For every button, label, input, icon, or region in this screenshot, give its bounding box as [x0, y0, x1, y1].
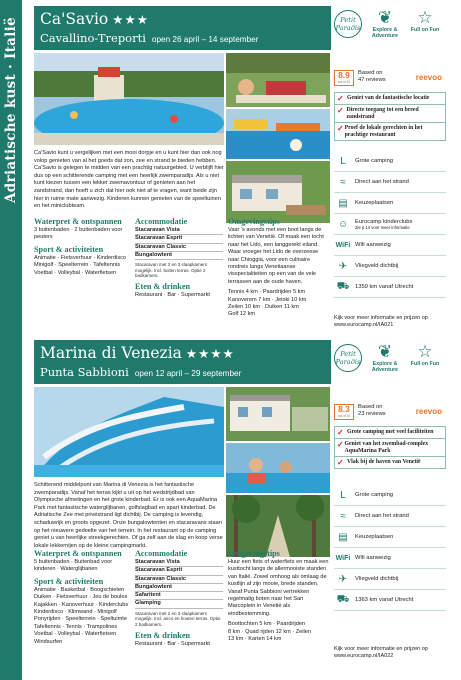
mobile-homes-photo [226, 387, 330, 441]
amenity-pitches: ▤ Keuzeplaatsen [334, 194, 446, 214]
surroundings-text: Vaar 's avonds met een boot langs de lichten van Venetië. Of maak een tocht naar het Lido, een langgerekt eiland. Waar vroeger het Lido de overzeese naar Chioggia, voor een culinaire rondreis langs Venetiaanse visspecialiteiten op een van de vele terrassen aan de oude haven. [228, 227, 324, 285]
food-heading: Eten & drinken [135, 630, 191, 640]
info-panel [334, 68, 446, 310]
check-icon: ✓ [337, 458, 344, 468]
sports-line: Minigolf · Speelterrein · Tafeltennis [34, 262, 121, 269]
rating-score: 8.9 out of 10 [334, 70, 354, 86]
water-fun-text: 5 buitenbaden · Buitenbad voor kinderen · Waterglijbanen [34, 559, 113, 573]
amenity-beach: ≈ Direct aan het strand [334, 507, 446, 527]
star-icon: ☆ [417, 342, 433, 361]
explore-adventure-logo: ❦ Explore & Adventure [371, 8, 399, 39]
food-text: Restaurant · Bar · Supermarkt [135, 291, 210, 298]
water-fun-section [34, 549, 130, 646]
water-fun-text: 3 buitenbaden · 2 buitenbaden voor peuters [34, 227, 123, 241]
full-on-fun-logo: ☆ Full on Fun [410, 342, 440, 367]
mobile-home-photo [226, 161, 330, 223]
distance-line: Boottochten 5 km · Paardrijden [228, 621, 306, 628]
sports-line: Duiken · Fietsverhuur · Jeu de boules [34, 594, 128, 601]
pool-photo [34, 53, 224, 145]
theme-logos [334, 340, 446, 384]
accommodation-item: Bungalowtent [135, 252, 223, 260]
kids-club-icon: ☺ [337, 219, 349, 230]
camping-description: Ca'Savio kunt u vergelijken met een mooi dorpje en u kunt hier dan ook nog volop genieten van al het goeds dat zon, zee en strand te bieden hebben. Ca'Savio is gelegen te midden van een prachtig natuurgebied. U verblijft hier dus op een schitterende camping met een heerlijk zwemparadijs. Als u niet kunt kiezen tussen een lekker zwemavontuur of genieten aan het zandstrand, dan hoeft u zich dat hier ook niet af te vragen, want beide zijn hier in ruime mate aanwezig. Kinderen kunnen genieten van de speeltuinen en het miniclubteam. [34, 150, 224, 210]
camping-dates: open 12 april – 29 september [134, 369, 242, 378]
rating-based-on: Based on 47 reviews [358, 70, 386, 83]
distance-line: Tennis 4 km · Paardrijden 5 km [228, 289, 306, 296]
accommodation-item: Glamping [135, 600, 223, 608]
family-pool-photo [226, 443, 330, 493]
sidebar [0, 0, 22, 680]
distances-list [228, 289, 330, 319]
check-icon: ✓ [337, 94, 344, 103]
explore-adventure-logo: ❦ Explore & Adventure [371, 342, 399, 373]
star-icon: ☆ [417, 8, 433, 27]
accommodation-note: Stacaravan met 2 en 3 slaapkamers mogelijk. Incl. airco en houten terras. Optie 2 badkamers. [135, 610, 221, 627]
camping-header [34, 340, 331, 384]
sunbathing-photo [226, 53, 330, 107]
airplane-icon: ✈ [338, 574, 348, 585]
surroundings-section [228, 549, 330, 643]
water-fun-section [34, 217, 130, 277]
accommodation-item: Stacaravan Esprit [135, 567, 223, 575]
info-panel [334, 402, 446, 642]
full-on-fun-logo: ☆ Full on Fun [410, 8, 440, 33]
accommodation-section [135, 549, 223, 648]
accommodation-heading: Accommodatie [135, 217, 188, 226]
camping-dates: open 26 april – 14 september [151, 35, 259, 44]
water-fun-heading: Waterpret & ontspannen [34, 217, 122, 226]
sports-line: Kinderdisco · Klimwand · Minigolf [34, 609, 117, 616]
highlight-item: ✓ Directe toegang tot een breed zandstrand [335, 105, 445, 123]
sports-line: Tafeltennis · Tennis · Trampolines [34, 623, 118, 630]
rating-based-on: Based on 23 reviews [358, 404, 386, 417]
food-text: Restaurant · Bar · Supermarkt [135, 640, 210, 647]
waves-icon: ≈ [340, 511, 346, 522]
water-fun-heading: Waterpret & ontspannen [34, 549, 122, 558]
sports-line: Ponyrijden · Speelterrein · Speltuimte [34, 616, 127, 623]
surroundings-heading: Omgevingstips [228, 549, 280, 558]
highlight-item: ✓ Geniet van de fantastische locatie [335, 93, 445, 105]
amenity-distance: ⛟ 1363 km vanaf Utrecht [334, 591, 446, 611]
camping-location: Cavallino-Treporti [40, 31, 146, 45]
check-icon: ✓ [337, 106, 344, 115]
more-info-link[interactable]: Kijk voor meer informatie en prijzen op www.eurocamp.nl/IA021 [334, 315, 428, 329]
petit-paradis-logo: Petit Parадis [334, 10, 362, 38]
accommodation-item: Safaritent [135, 592, 223, 600]
theme-logos [334, 6, 446, 50]
star-rating: ★★★ [112, 12, 149, 27]
page-number: 150 [4, 664, 20, 674]
amenity-airport: ✈ Vliegveld dichtbij [334, 257, 446, 277]
accommodation-item: Stacaravan Vista [135, 559, 223, 567]
highlights-list [334, 426, 446, 469]
rating-score: 8.3 out of 10 [334, 404, 354, 420]
airplane-icon: ✈ [338, 261, 348, 272]
accommodation-item: Stacaravan Vista [135, 227, 223, 235]
camping-description: Schitterend middelpunt van Marina di Venezia is het fantastische zwemparadijs. Vanaf het terras kijkt u uit op het wedstrijdbad van Olympische afmetingen en het grote kinderbad. Er is ook een AquaMarina Park met fantastische waterglijbanen, golfslagbad en apart kinderbad. De Adriatische Zee met privéstrand ligt dichtbij. De camping is levendig, schaduwrijk en groots opgezet. Onze bungalowtenten en stacaravans staan op het nieuwere gedeelte van het terrein. In het restaurant op de camping geniet u van heerlijke streekgerechten. Of ga zelf aan de slag en koop verse lokale lekkernijen op de kleine campingmarkt. [34, 482, 223, 549]
surroundings-text: Huur een fiets of waterfiets en maak een kusttocht langs de allermooiste standen van Italië. Zowel omhoog als omlaag de kustlijn af zijn mooie, brede standen. Vanaf Punta Sabbioni vertrekken regelmatig boten naar het San Marcoplein in Venetië als eindbestemming. [228, 559, 329, 617]
surroundings-heading: Omgevingstips [228, 217, 280, 226]
reevoo-rating [334, 68, 446, 90]
sports-line: Windsurfen [34, 638, 63, 645]
reevoo-logo: reevoo [415, 407, 442, 416]
distance-line: Kanoverem 7 km · Jetski 10 km [228, 296, 307, 303]
highlight-item: ✓ Proef de lokale gerechten in het prachtige restaurant [337, 124, 423, 138]
footprints-icon: ❦ [377, 342, 393, 361]
footprints-icon: ❦ [377, 8, 393, 27]
camping-marina-di-venezia [34, 340, 446, 672]
waves-icon: ≈ [340, 177, 346, 188]
amenity-pitches: ▤ Keuzeplaatsen [334, 528, 446, 548]
sports-line: Kajakken · Kanoverhuur · Kinderclubs [34, 601, 129, 608]
distance-line: 13 km · Karten 14 km [228, 636, 282, 643]
car-icon: ⛟ [336, 281, 350, 292]
highlight-item: ✓ Geniet van het zwembad-complex AquaMarina Park [335, 439, 445, 457]
amenity-airport: ✈ Vliegveld dichtbij [334, 570, 446, 590]
camping-location: Punta Sabbioni [40, 365, 129, 379]
large-camping-icon: L [340, 490, 346, 501]
amenity-large-camping: L Grote camping [334, 152, 446, 172]
distances-list [228, 621, 330, 643]
distance-line: 8 km · Quad rijden 12 km · Zeilen [228, 628, 312, 635]
beach-photo [226, 109, 330, 159]
pine-path-photo [226, 495, 330, 557]
wifi-icon: WiFi [335, 242, 351, 249]
check-icon: ✓ [337, 124, 344, 134]
sports-line: Voetbal · Volleybal · Waterfietsen [34, 631, 117, 638]
food-heading: Eten & drinken [135, 281, 191, 291]
sports-heading: Sport & activiteiten [34, 576, 104, 586]
wifi-icon: WiFi [335, 555, 351, 562]
accommodation-heading: Accommodatie [135, 549, 188, 558]
accommodation-item: Stacaravan Classic [135, 576, 223, 584]
accommodation-note: Stacaravan met 2 en 3 slaapkamers mogelijk. Incl. buiten terras. Optie 2 badkamers. [135, 262, 208, 279]
sports-line: Animatie · Basketbal · Boogschieten [34, 586, 125, 593]
reevoo-rating [334, 402, 446, 424]
accommodation-section [135, 217, 223, 299]
camping-name: Ca'Savio [40, 10, 109, 28]
sports-heading: Sport & activiteiten [34, 244, 104, 254]
accommodation-item: Bungalowtent [135, 584, 223, 592]
pitch-icon: ▤ [338, 198, 348, 209]
petit-paradis-logo: Petit Parадis [334, 344, 362, 372]
surroundings-section [228, 217, 330, 319]
sports-line: Voetbal · Volleybal · Waterfietsen [34, 269, 117, 276]
distance-line: Golf 12 km [228, 311, 256, 318]
waterslide-photo [34, 387, 224, 477]
star-rating: ★★★★ [185, 346, 235, 361]
sidebar-label: Adriatische kust · Italië [3, 17, 19, 203]
more-info-link[interactable]: Kijk voor meer informatie en prijzen op www.eurocamp.nl/IA022 [334, 646, 428, 660]
highlight-item: ✓ Vlak bij de haven van Venetië [337, 458, 421, 468]
large-camping-icon: L [340, 156, 346, 167]
distance-line: Zeilen 10 km · Duiken 11 km [228, 304, 299, 311]
amenity-distance: ⛟ 1359 km vanaf Utrecht [334, 278, 446, 298]
highlights-list [334, 92, 446, 141]
check-icon: ✓ [337, 440, 344, 449]
reevoo-logo: reevoo [415, 73, 442, 82]
pitch-icon: ▤ [338, 532, 348, 543]
camping-name: Marina di Venezia [40, 344, 182, 362]
camping-ca-savio [34, 6, 446, 342]
amenity-wifi: WiFi Wifi aanwezig [334, 549, 446, 569]
accommodation-item: Stacaravan Classic [135, 244, 223, 252]
sports-line: Animatie · Fietsverhuur · Kinderdisco [34, 254, 127, 261]
check-icon: ✓ [337, 428, 344, 437]
amenity-large-camping: L Grote camping [334, 486, 446, 506]
amenity-wifi: WiFi Wifi aanwezig [334, 236, 446, 256]
highlight-item: ✓ Grote camping met veel faciliteiten [335, 427, 445, 439]
camping-header [34, 6, 331, 50]
car-icon: ⛟ [336, 594, 350, 605]
amenity-beach: ≈ Direct aan het strand [334, 173, 446, 193]
amenity-kids-club: ☺ Eurocamp kinderclubs Zie p.14 voor meer informatie [334, 215, 446, 235]
accommodation-item: Stacaravan Esprit [135, 235, 223, 243]
